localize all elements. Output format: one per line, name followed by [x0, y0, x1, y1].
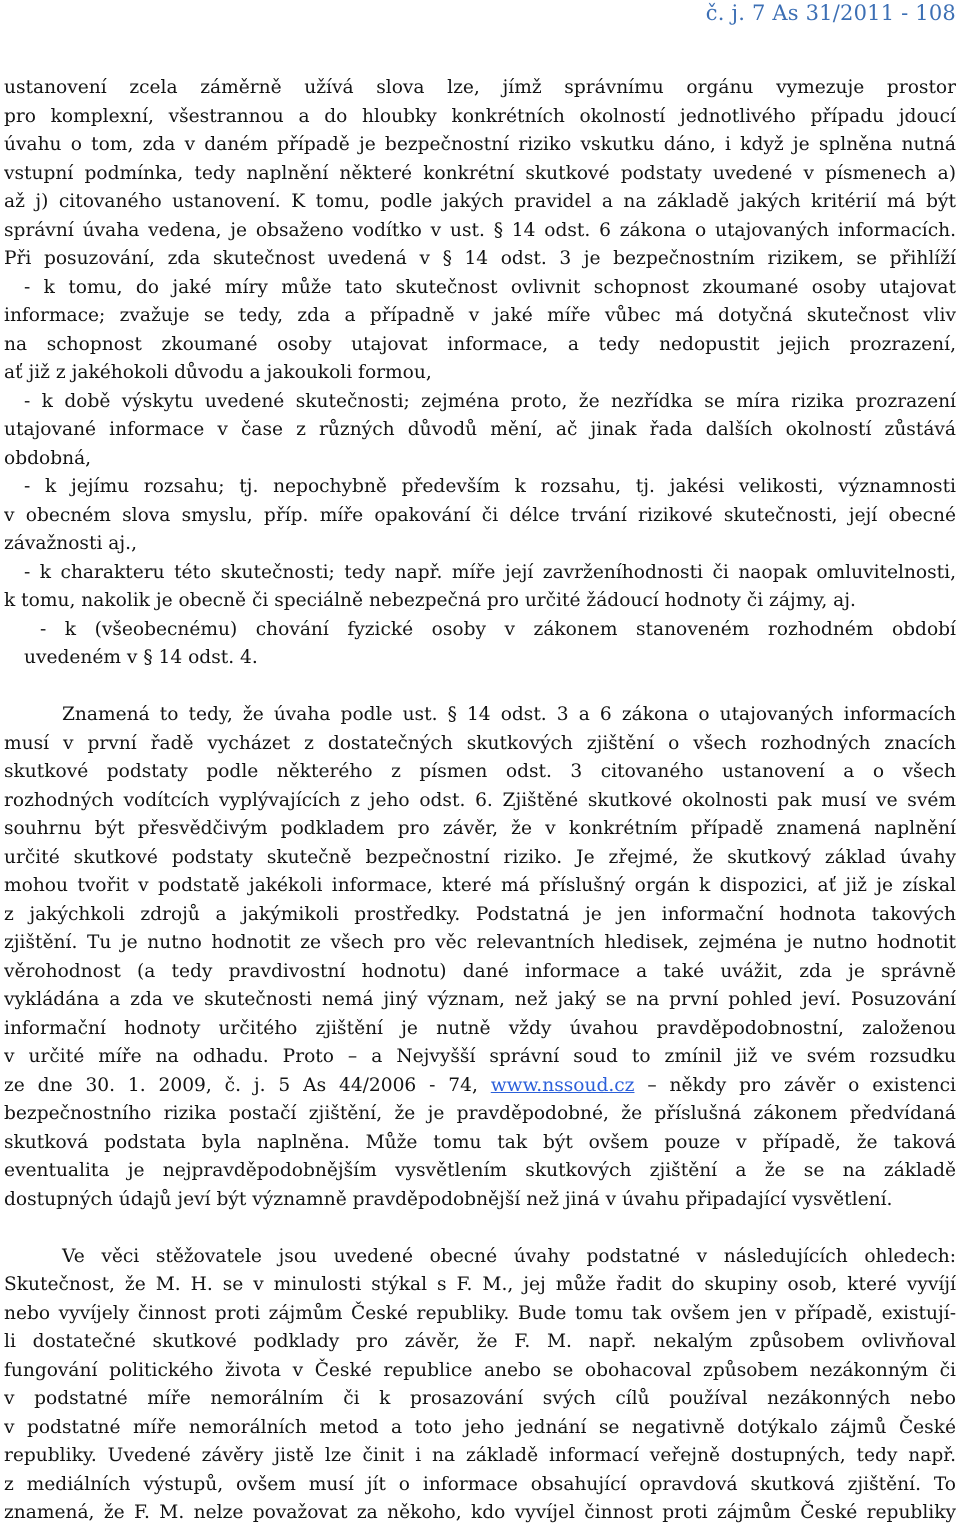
text-line: skutková podstata byla naplněna. Může tomu tak být ovšem pouze v případě, že taková — [4, 1131, 956, 1153]
text-line: bezpečnostního rizika postačí zjištění, že je pravděpodobné, že příslušná zákonem předvídaná — [4, 1103, 956, 1124]
text-line: Při posuzování, zda skutečnost uvedená v § 14 odst. 3 je bezpečnostním rizikem, se přihlíží — [4, 248, 956, 269]
text-line: uvedeném v § 14 odst. 4. — [24, 647, 258, 668]
list-item-line: - k (všeobecnému) chování fyzické osoby v zákonem stanoveném rozhodném období — [40, 618, 956, 640]
text-line: skutkové podstaty podle některého z písmen odst. 3 citovaného ustanovení a o všech — [4, 761, 956, 782]
list-item-line: - k době výskytu uvedené skutečnosti; zejména proto, že nezřídka se míra rizika prozrazení — [24, 390, 956, 412]
text-line: informace; zvažuje se tedy, zda a případně v jaké míře vůbec má dotyčná skutečnost vliv — [4, 305, 956, 326]
text-line: vstupní podmínka, tedy naplnění některé konkrétní skutkové podstaty uvedené v písmenech a) — [4, 162, 956, 184]
text-line: li dostatečné skutkové podklady pro závěr, že F. M. např. nekalým způsobem ovlivňoval — [4, 1331, 956, 1352]
text-line-with-link — [4, 1072, 956, 1101]
text-line: rozhodných vodítcích vyplývajících z jeho odst. 6. Zjištěné skutkové okolnosti pak musí ve svém — [4, 789, 956, 811]
text-line: Skutečnost, že M. H. se v minulosti stýkal s F. M., jej může řadit do skupiny osob, které vyvíjí — [4, 1274, 956, 1295]
paragraph-3 — [4, 1243, 956, 1528]
text-line: mohou tvořit v podstatě jakékoli informace, které má příslušný orgán k dispozici, ať již je získal — [4, 875, 956, 896]
text-line: v podstatné míře nemorálním či k prosazování svých cílů používal nezákonných nebo — [4, 1388, 956, 1409]
text-line: eventualita je nejpravděpodobnějším vysvětlením skutkových zjištění a že se na základě — [4, 1160, 956, 1181]
text-line: vykládána a zda ve skutečnosti nemá jiný význam, než jaký se na první pohled jeví. Posuzování — [4, 989, 956, 1010]
text-line: až j) citovaného ustanovení. K tomu, podle jakých pravidel a na základě jakých kritérií má být — [4, 191, 956, 212]
text-line: utajované informace v čase z různých důvodů mění, ač jinak řada dalších okolností zůstává — [4, 419, 956, 440]
text-line: zjištění. Tu je nutno hodnotit ze všech pro věc relevantních hledisek, zejména je nutno hodnotit — [4, 932, 956, 953]
text-line: z mediálních výstupů, ovšem musí jít o informace obsahující opravdová skutková zjištění. To — [4, 1473, 956, 1495]
text-line: – někdy pro závěr o existenci — [647, 1074, 956, 1096]
text-line: Ve věci stěžovatele jsou uvedené obecné úvahy podstatné v následujících ohledech: — [62, 1245, 956, 1267]
paragraph-2 — [4, 701, 956, 1214]
text-line: v obecném slova smyslu, příp. míře opakování či délce trvání rizikové skutečnosti, její obecné — [4, 504, 956, 526]
list-item-line: - k charakteru této skutečnosti; tedy např. míře její zavrženíhodnosti či naopak omluvitelnosti, — [24, 561, 956, 583]
text-line: nebo vyvíjely činnost proti zájmům České republiky. Bude tomu tak ovšem jen v případě, existují- — [4, 1302, 956, 1324]
text-line: obdobná, — [4, 447, 92, 469]
text-line: v podstatné míře nemorálních metod a toto jeho jednání se negativně dotýkalo zájmů České — [4, 1416, 956, 1438]
list-item-line: - k jejímu rozsahu; tj. nepochybně především k rozsahu, tj. jakési velikosti, významnosti — [24, 476, 956, 497]
document-body — [4, 74, 956, 1528]
list-item-line: - k tomu, do jaké míry může tato skutečnost ovlivnit schopnost zkoumané osoby utajovat — [24, 276, 956, 298]
text-line: musí v první řadě vycházet z dostatečných skutkových zjištění o všech rozhodných znacích — [4, 732, 956, 754]
text-line: ze dne 30. 1. 2009, č. j. 5 As 44/2006 - 74, — [4, 1074, 478, 1096]
text-line: souhrnu být přesvědčivým podkladem pro závěr, že v konkrétním případě znamená naplnění — [4, 818, 956, 839]
text-line: republiky. Uvedené závěry jistě lze činit i na základě informací veřejně dostupných, tedy např. — [4, 1445, 956, 1466]
text-line: k tomu, nakolik je obecně či speciálně nebezpečná pro určité žádoucí hodnoty či zájmy, aj. — [4, 590, 856, 611]
paragraph-1 — [4, 74, 956, 673]
text-line: správní úvaha vedena, je obsaženo vodítko v ust. § 14 odst. 6 zákona o utajovaných informacích. — [4, 219, 956, 241]
text-line: z jakýchkoli zdrojů a jakýmikoli prostředky. Podstatná je jen informační hodnota takových — [4, 903, 956, 925]
text-line: úvahu o tom, zda v daném případě je bezpečnostní riziko vskutku dáno, i když je splněna nutná — [4, 134, 956, 155]
text-line: ať již z jakéhokoli důvodu a jakoukoli formou, — [4, 362, 432, 383]
text-line: informační hodnoty určitého zjištění je nutně vždy úvahou pravděpodobnostní, založenou — [4, 1017, 956, 1039]
text-line: fungování politického života v České republice anebo se obohacoval způsobem nezákonným či — [4, 1359, 956, 1381]
text-line: v určité míře na odhadu. Proto – a Nejvyšší správní soud to zmínil již ve svém rozsudku — [4, 1046, 956, 1067]
text-line: dostupných údajů jeví být významně pravděpodobnější než jiná v úvahu připadající vysvětlení. — [4, 1188, 893, 1210]
text-line: ustanovení zcela záměrně užívá slova lze, jímž správnímu orgánu vymezuje prostor — [4, 77, 956, 98]
text-line: věrohodnost (a tedy pravdivostní hodnotu) dané informace a také uvážit, zda je správně — [4, 960, 956, 982]
case-reference: č. j. 7 As 31/2011 - 108 — [705, 1, 956, 25]
text-line: Znamená to tedy, že úvaha podle ust. § 14 odst. 3 a 6 zákona o utajovaných informacích — [62, 704, 956, 725]
text-line: pro komplexní, všestrannou a do hloubky konkrétních okolností jednotlivého případu jdoucí — [4, 105, 956, 127]
text-line: znamená, že F. M. nelze považovat za někoho, kdo vyvíjel činnost proti zájmům České republiky — [4, 1502, 956, 1523]
text-line: závažnosti aj., — [4, 533, 137, 554]
nssoud-link[interactable]: www.nssoud.cz — [490, 1074, 635, 1096]
text-line: určité skutkové podstaty skutečně bezpečnostní riziko. Je zřejmé, že skutkový základ úvahy — [4, 846, 956, 868]
text-line: na schopnost zkoumané osoby utajovat informace, a tedy nedopustit jejich prozrazení, — [4, 333, 956, 355]
